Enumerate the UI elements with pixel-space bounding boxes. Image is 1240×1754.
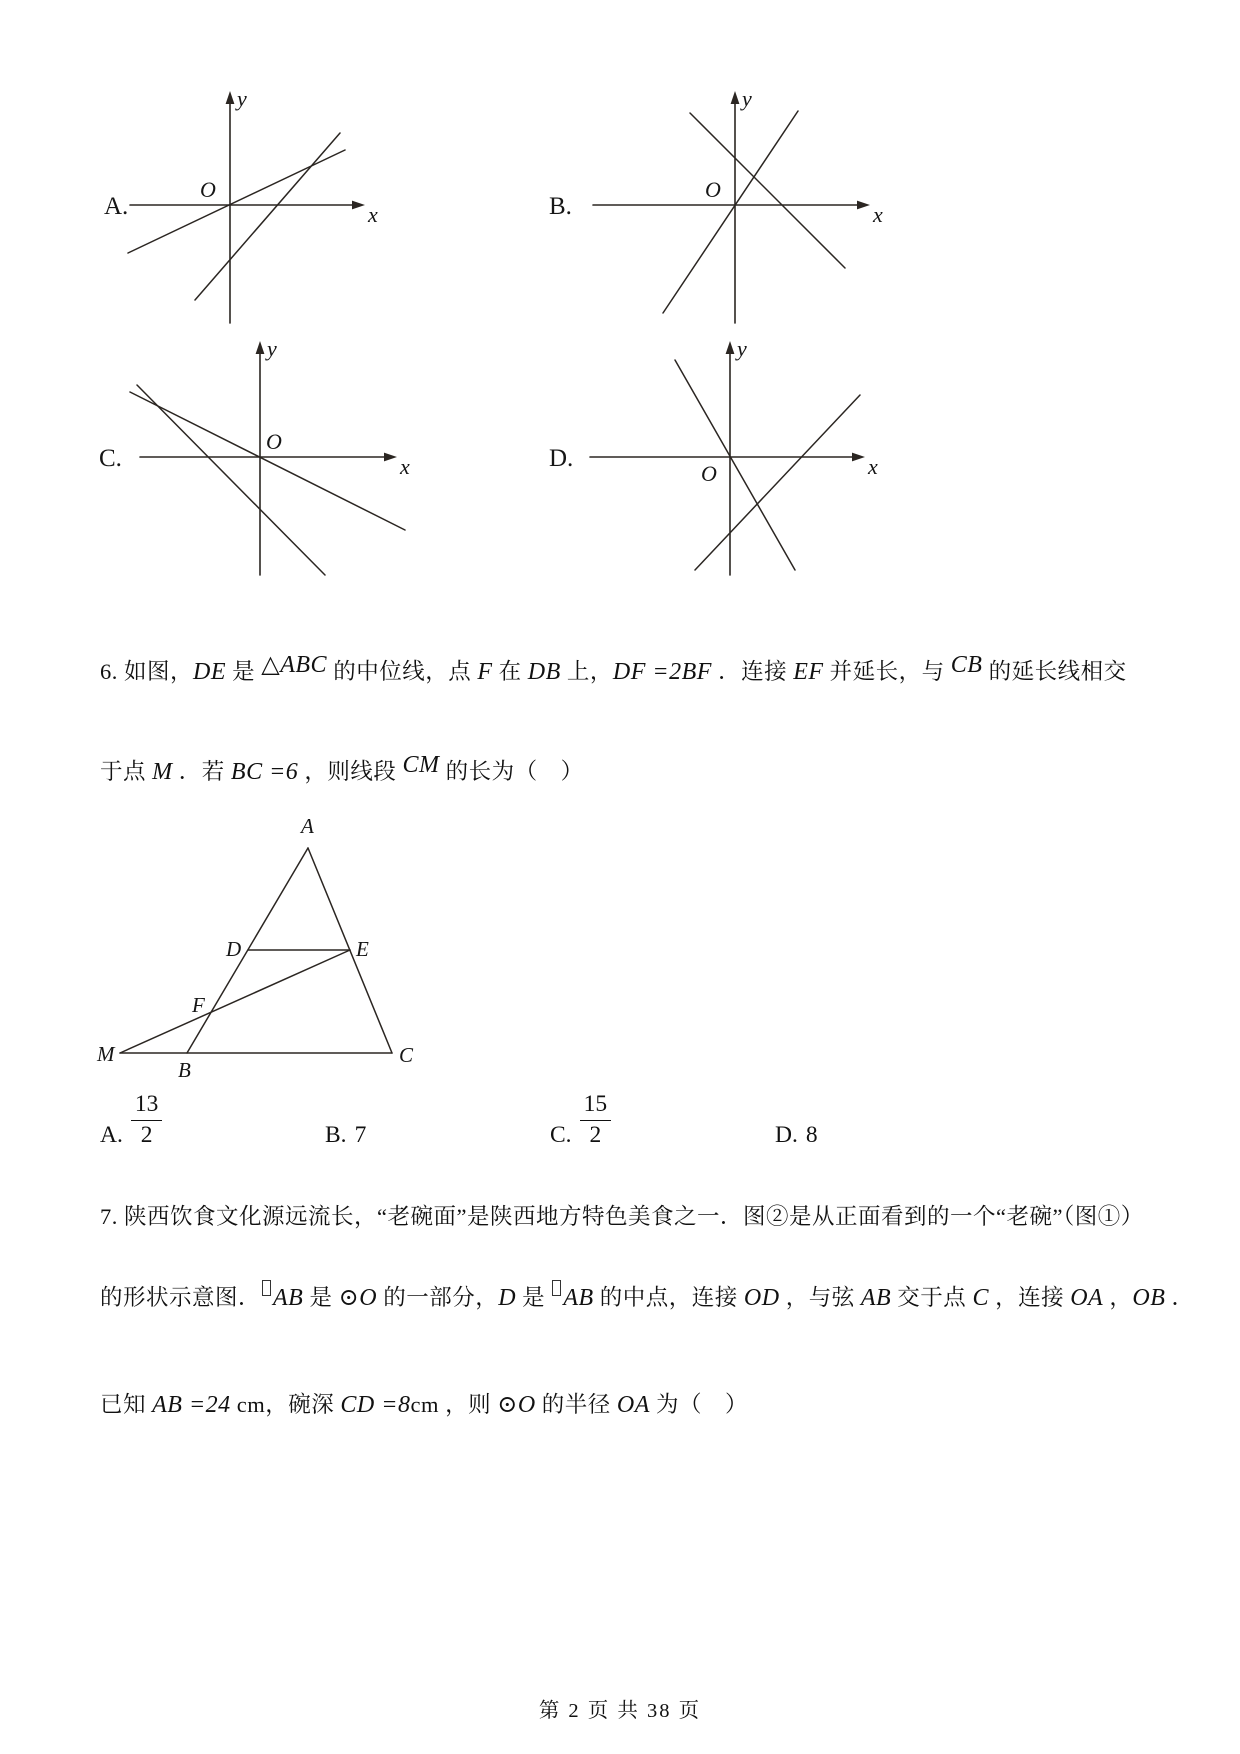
- text-segment: 已知: [100, 1392, 153, 1417]
- q7-text-line-2: [100, 1278, 1195, 1321]
- text-segment: 是: [226, 659, 262, 684]
- fraction-15-over-2: [580, 1091, 612, 1149]
- text-segment: AB: [860, 1285, 892, 1311]
- figure-graph-option-b: [545, 85, 935, 335]
- segment-ME: [120, 950, 350, 1053]
- x-axis-label: x: [873, 202, 883, 227]
- text-segment: cm ，则: [410, 1392, 498, 1417]
- fraction-denominator: 2: [140, 1121, 153, 1148]
- text-segment: △ABC: [261, 652, 328, 678]
- x-axis-arrow-icon: [384, 453, 397, 462]
- option-b-letter: B.: [549, 193, 572, 220]
- y-axis-label: y: [237, 86, 247, 111]
- second-line: [695, 395, 860, 570]
- text-segment: 为（ ）: [649, 1392, 749, 1417]
- q6-text-line-2: [100, 752, 584, 795]
- x-axis-arrow-icon: [352, 201, 365, 210]
- line-through-origin: [675, 360, 795, 570]
- text-segment: 是: [303, 1285, 339, 1310]
- text-segment: 的中点，连接: [593, 1285, 744, 1310]
- text-segment: ⊙O: [497, 1392, 536, 1418]
- y-axis-label: y: [737, 336, 747, 361]
- q6-option-b: [325, 1090, 550, 1148]
- text-segment: OA: [1070, 1285, 1104, 1311]
- x-axis-label: x: [868, 454, 878, 479]
- text-segment: ．连接: [711, 659, 794, 684]
- option-d-value: 8: [805, 1121, 818, 1148]
- text-segment: 6. 如图，: [100, 659, 194, 684]
- option-c-letter: C.: [99, 445, 122, 472]
- arc-symbol: [262, 1280, 271, 1296]
- vertex-c-label: C: [399, 1043, 414, 1067]
- text-segment: ．若: [172, 759, 231, 784]
- figure-graph-option-c: [95, 335, 485, 585]
- option-d-label: D.: [775, 1121, 798, 1148]
- text-segment: AB: [563, 1285, 594, 1311]
- text-segment: D: [498, 1285, 517, 1311]
- point-m-label: M: [97, 1042, 115, 1066]
- text-segment: ，连接: [988, 1285, 1071, 1310]
- text-segment: 并延长，与: [823, 659, 951, 684]
- text-segment: OA: [616, 1392, 650, 1418]
- text-segment: AB: [273, 1285, 304, 1311]
- text-segment: C: [972, 1285, 989, 1311]
- text-segment: 是: [516, 1285, 552, 1310]
- fraction-numerator: 13: [131, 1091, 163, 1121]
- q6-options-row: [100, 1090, 1000, 1148]
- text-segment: DF =2BF: [612, 659, 712, 685]
- text-segment: 上，: [560, 659, 613, 684]
- vertex-a-label: A: [301, 814, 314, 838]
- y-axis-arrow-icon: [256, 341, 265, 354]
- text-segment: 的长为（ ）: [439, 759, 584, 784]
- option-a-letter: A.: [104, 193, 129, 220]
- y-axis-arrow-icon: [226, 91, 235, 104]
- text-segment: DE: [193, 659, 227, 685]
- x-axis-label: x: [368, 202, 378, 227]
- q6-text-line-1: [100, 652, 1127, 695]
- text-segment: OB: [1132, 1285, 1166, 1311]
- second-line: [137, 385, 325, 575]
- text-segment: M: [152, 759, 173, 785]
- text-segment: 的半径: [535, 1392, 617, 1417]
- y-axis-label: y: [742, 86, 752, 111]
- origin-label: O: [200, 177, 216, 202]
- q6-option-d: [775, 1090, 1000, 1148]
- page-footer: 第 2 页 共 38 页: [538, 1700, 702, 1722]
- origin-label: O: [705, 177, 721, 202]
- text-segment: 在: [492, 659, 528, 684]
- option-b-label: B.: [325, 1121, 347, 1148]
- text-segment: F: [477, 659, 493, 685]
- x-axis-arrow-icon: [857, 201, 870, 210]
- origin-label: O: [701, 461, 717, 486]
- figure-graph-option-a: [100, 85, 490, 335]
- text-segment: OD: [743, 1285, 780, 1311]
- text-segment: ，: [1103, 1285, 1133, 1310]
- x-axis-arrow-icon: [852, 453, 865, 462]
- text-segment: 7. 陕西饮食文化源远流长，“老碗面”是陕西地方特色美食之一．图②是从正面看到的一个“老碗”（图①）: [100, 1204, 1144, 1229]
- point-d-label: D: [226, 937, 242, 961]
- option-a-label: A.: [100, 1121, 123, 1148]
- text-segment: ，则线段: [298, 759, 403, 784]
- text-segment: CD =8: [340, 1392, 411, 1418]
- text-segment: cm，碗深: [230, 1392, 341, 1417]
- y-axis-arrow-icon: [726, 341, 735, 354]
- fraction-denominator: 2: [589, 1121, 602, 1148]
- option-b-value: 7: [354, 1121, 367, 1148]
- text-segment: AB =24: [152, 1392, 231, 1418]
- line-through-origin: [130, 392, 405, 530]
- origin-label: O: [266, 429, 282, 454]
- q7-text-line-1: [100, 1197, 1144, 1240]
- y-axis-arrow-icon: [731, 91, 740, 104]
- option-d-letter: D.: [549, 445, 574, 472]
- text-segment: DB: [527, 659, 561, 685]
- text-segment: 于点: [100, 759, 153, 784]
- text-segment: CB: [950, 652, 983, 678]
- text-segment: 的中位线，点: [327, 659, 478, 684]
- fraction-numerator: 15: [580, 1091, 612, 1121]
- text-segment: 的形状示意图．: [100, 1285, 262, 1310]
- figure-triangle-q6: [95, 815, 425, 1085]
- figure-graph-option-d: [545, 335, 935, 585]
- arc-symbol: [552, 1280, 561, 1296]
- q7-text-line-3: [100, 1385, 748, 1428]
- text-segment: ⊙O: [338, 1285, 378, 1311]
- text-segment: 交于点: [891, 1285, 973, 1310]
- line-through-origin: [663, 111, 798, 313]
- text-segment: ．: [1165, 1285, 1195, 1310]
- option-c-label: C.: [550, 1121, 572, 1148]
- q6-option-a: [100, 1090, 325, 1148]
- x-axis-label: x: [400, 454, 410, 479]
- text-segment: ，与弦: [779, 1285, 861, 1310]
- vertex-b-label: B: [178, 1058, 191, 1082]
- point-e-label: E: [356, 937, 369, 961]
- fraction-13-over-2: [131, 1091, 163, 1149]
- y-axis-label: y: [267, 336, 277, 361]
- second-line: [195, 133, 340, 300]
- point-f-label: F: [192, 993, 205, 1017]
- text-segment: BC =6: [230, 759, 299, 785]
- text-segment: EF: [793, 659, 824, 685]
- text-segment: CM: [402, 752, 440, 778]
- q6-option-c: [550, 1090, 775, 1148]
- text-segment: 的一部分，: [377, 1285, 499, 1310]
- text-segment: 的延长线相交: [982, 659, 1127, 684]
